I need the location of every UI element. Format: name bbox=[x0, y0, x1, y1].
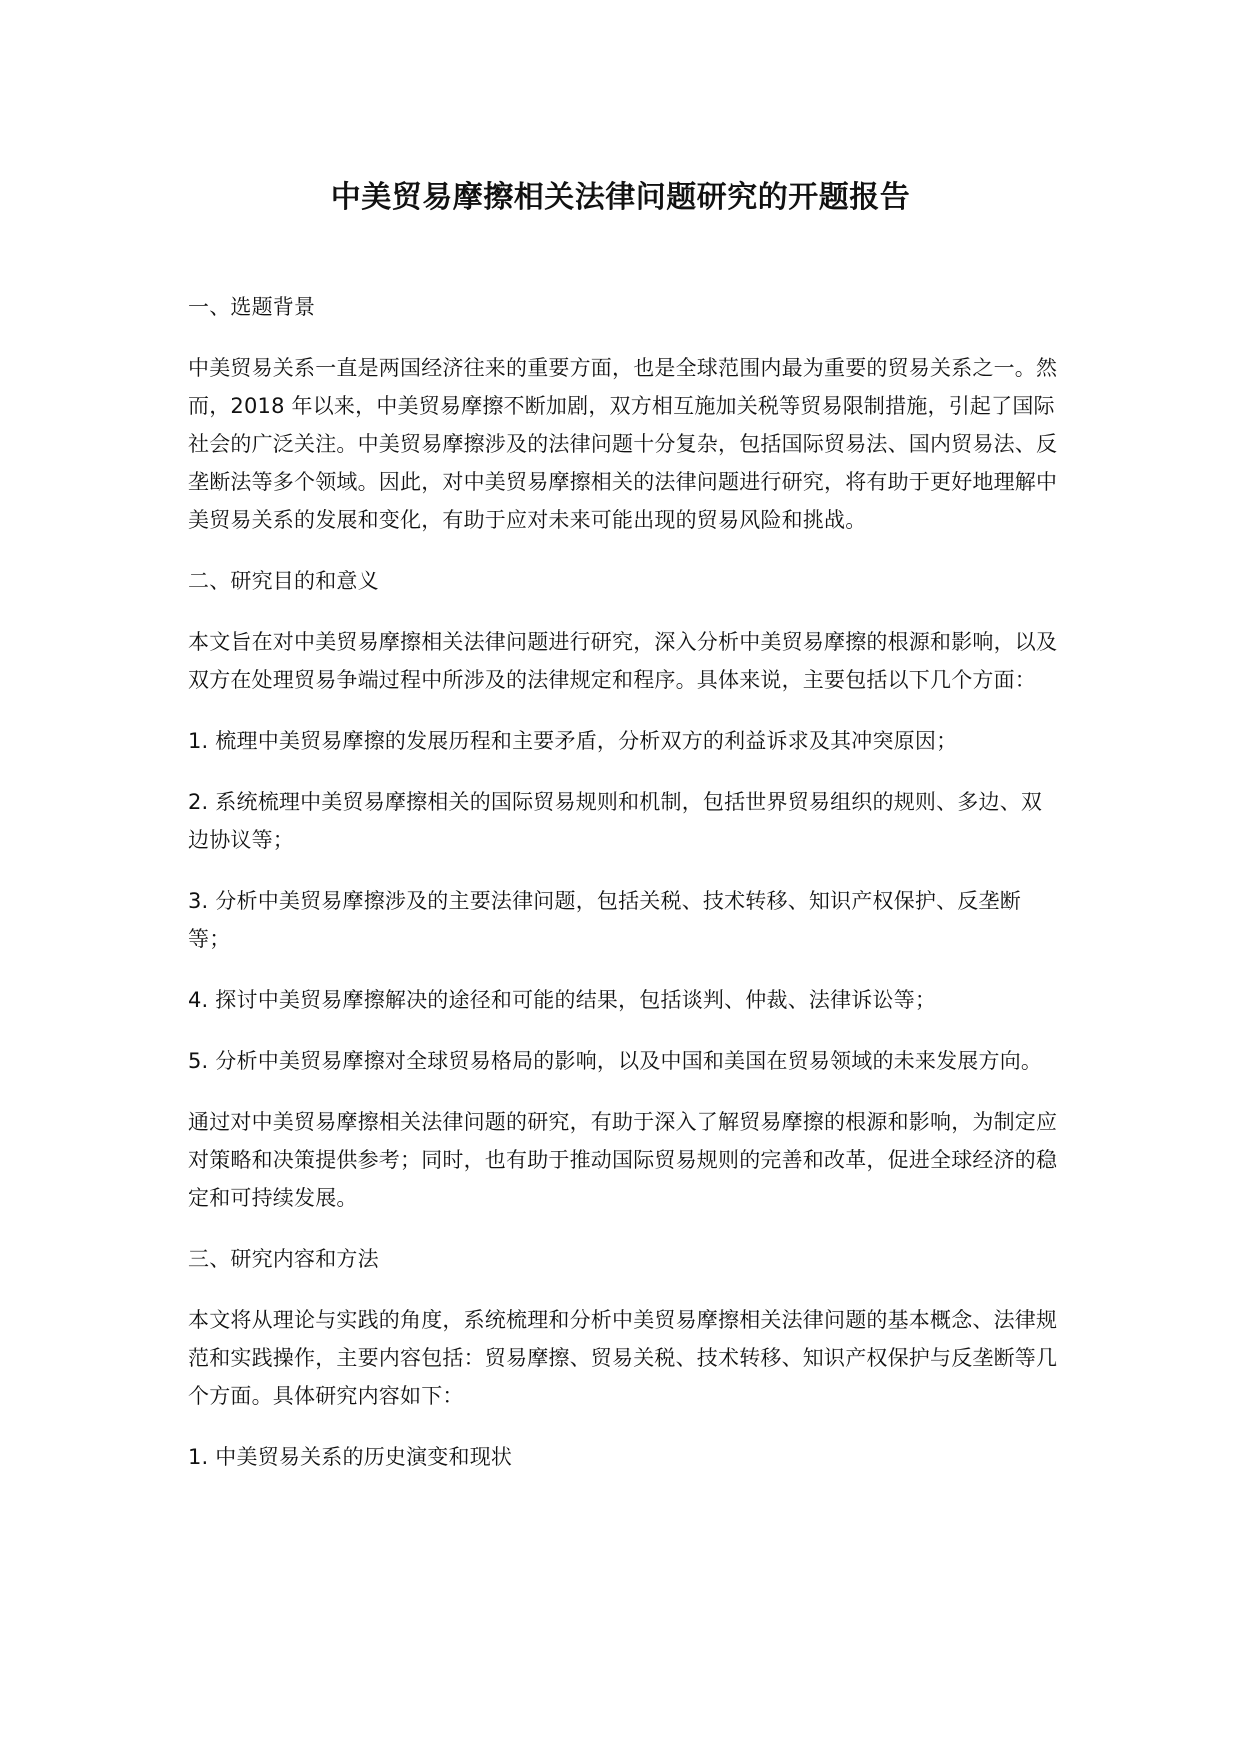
section-heading: 一、选题背景 bbox=[188, 295, 316, 319]
section-heading: 二、研究目的和意义 bbox=[188, 569, 379, 593]
paragraph: 本文将从理论与实践的角度，系统梳理和分析中美贸易摩擦相关法律问题的基本概念、法律规范和实践操作，主要内容包括：贸易摩擦、贸易关税、技术转移、知识产权保护与反垄断等几个方面。具体研究内容如下： bbox=[188, 1308, 1058, 1408]
paragraph: 本文旨在对中美贸易摩擦相关法律问题进行研究，深入分析中美贸易摩擦的根源和影响，以及双方在处理贸易争端过程中所涉及的法律规定和程序。具体来说，主要包括以下几个方面： bbox=[188, 630, 1058, 692]
paragraph: 中美贸易关系一直是两国经济往来的重要方面，也是全球范围内最为重要的贸易关系之一。然而，2018 年以来，中美贸易摩擦不断加剧，双方相互施加关税等贸易限制措施，引起了国际社会的广泛关注。中美贸易摩擦涉及的法律问题十分复杂，包括国际贸易法、国内贸易法、反垄断法等多个领域。因此，对中美贸易摩擦相关的法律问题进行研究，将有助于更好地理解中美贸易关系的发展和变化，有助于应对未来可能出现的贸易风险和挑战。 bbox=[188, 356, 1058, 532]
list-item: 4. 探讨中美贸易摩擦解决的途径和可能的结果，包括谈判、仲裁、法律诉讼等； bbox=[188, 988, 937, 1012]
document-body bbox=[188, 288, 1058, 1499]
list-item: 3. 分析中美贸易摩擦涉及的主要法律问题，包括关税、技术转移、知识产权保护、反垄断等； bbox=[188, 889, 1021, 951]
list-item: 2. 系统梳理中美贸易摩擦相关的国际贸易规则和机制，包括世界贸易组织的规则、多边、双边协议等； bbox=[188, 790, 1043, 852]
list-item: 1. 中美贸易关系的历史演变和现状 bbox=[188, 1445, 513, 1469]
paragraph: 通过对中美贸易摩擦相关法律问题的研究，有助于深入了解贸易摩擦的根源和影响，为制定应对策略和决策提供参考；同时，也有助于推动国际贸易规则的完善和改革，促进全球经济的稳定和可持续发展。 bbox=[188, 1110, 1058, 1210]
document-title: 中美贸易摩擦相关法律问题研究的开题报告 bbox=[330, 180, 911, 215]
list-item: 5. 分析中美贸易摩擦对全球贸易格局的影响，以及中国和美国在贸易领域的未来发展方向。 bbox=[188, 1049, 1043, 1073]
section-heading: 三、研究内容和方法 bbox=[188, 1247, 379, 1271]
list-item: 1. 梳理中美贸易摩擦的发展历程和主要矛盾，分析双方的利益诉求及其冲突原因； bbox=[188, 729, 958, 753]
